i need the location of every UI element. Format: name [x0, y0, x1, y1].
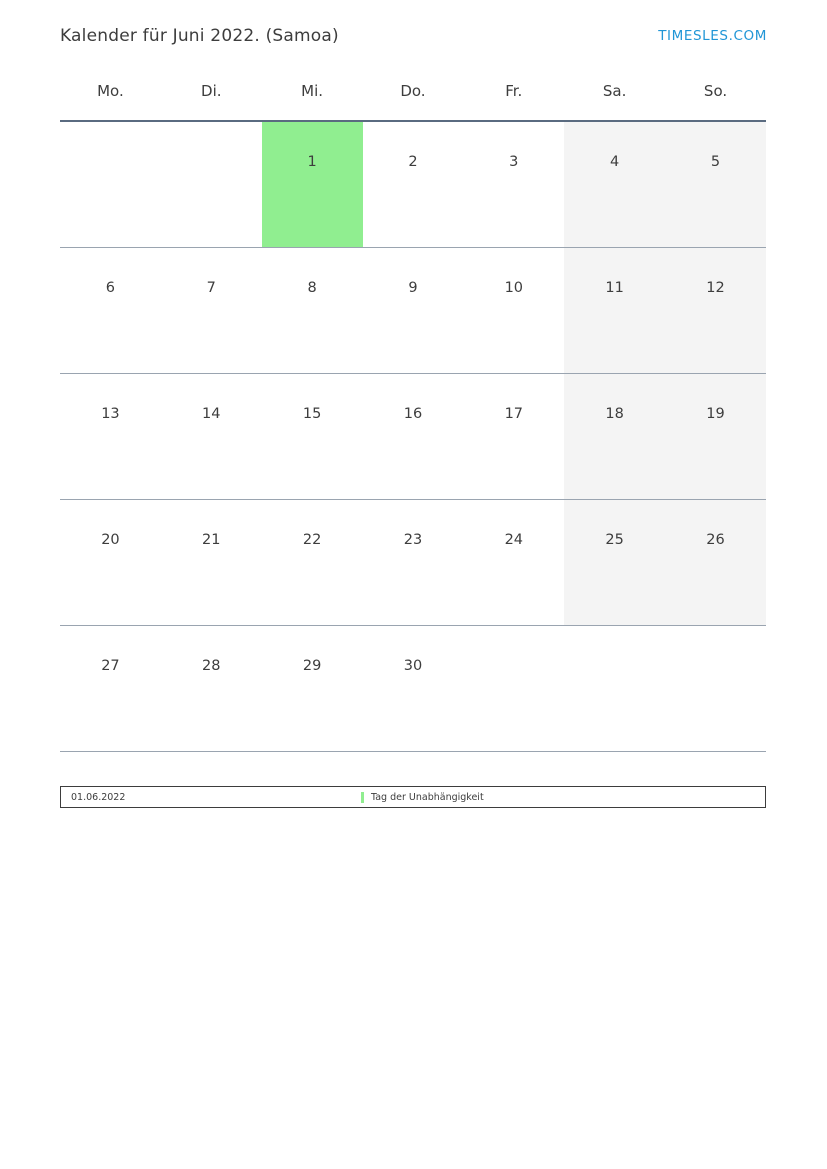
calendar-grid: [60, 82, 766, 752]
day-number: [564, 626, 665, 659]
day-cell-weekend[interactable]: [665, 248, 766, 374]
day-number: [463, 626, 564, 659]
day-number: 25: [605, 532, 624, 548]
holiday-legend: [60, 786, 766, 808]
day-number: [665, 626, 766, 659]
day-cell: [161, 121, 262, 248]
day-number: 18: [605, 406, 624, 422]
day-cell[interactable]: [60, 500, 161, 626]
weekday-header-mi: Mi.: [262, 82, 363, 121]
day-number: 9: [408, 280, 418, 296]
day-cell: [60, 121, 161, 248]
day-cell[interactable]: [363, 626, 464, 752]
day-cell[interactable]: [262, 374, 363, 500]
calendar-week-row: [60, 626, 766, 752]
day-cell[interactable]: [262, 248, 363, 374]
day-number: 16: [403, 406, 423, 422]
calendar-week-row: [60, 121, 766, 248]
day-cell[interactable]: [363, 500, 464, 626]
day-cell: [665, 626, 766, 752]
day-number: 29: [302, 658, 322, 674]
weekday-header-so: So.: [665, 82, 766, 121]
weekday-header-mo: Mo.: [60, 82, 161, 121]
day-number: 11: [605, 280, 624, 296]
day-cell-weekend[interactable]: [665, 121, 766, 248]
day-cell[interactable]: [161, 500, 262, 626]
day-number: 23: [403, 532, 423, 548]
day-cell-holiday[interactable]: [262, 121, 363, 248]
day-cell[interactable]: [60, 374, 161, 500]
day-cell-weekend[interactable]: [665, 500, 766, 626]
day-cell[interactable]: [60, 248, 161, 374]
day-cell[interactable]: [262, 626, 363, 752]
day-cell-weekend[interactable]: [564, 500, 665, 626]
day-number: 1: [307, 154, 317, 170]
legend-color-swatch-icon: [361, 792, 364, 803]
day-cell[interactable]: [463, 500, 564, 626]
day-number: 28: [202, 658, 221, 674]
day-cell-weekend[interactable]: [665, 374, 766, 500]
day-cell[interactable]: [161, 626, 262, 752]
day-cell[interactable]: [262, 500, 363, 626]
day-number: 2: [408, 154, 418, 170]
calendar-head: [60, 82, 766, 121]
page-title: Kalender für Juni 2022. (Samoa): [60, 26, 339, 46]
legend-holiday-name: Tag der Unabhängigkeit: [371, 791, 484, 803]
day-number: 10: [504, 280, 524, 296]
day-cell[interactable]: [463, 248, 564, 374]
day-number: 4: [610, 154, 620, 170]
day-number: 7: [206, 280, 216, 296]
day-cell-weekend[interactable]: [564, 374, 665, 500]
day-number: 21: [202, 532, 221, 548]
day-cell[interactable]: [463, 121, 564, 248]
legend-date: 01.06.2022: [71, 791, 126, 803]
day-number: [60, 122, 161, 155]
weekday-header-fr: Fr.: [463, 82, 564, 121]
day-number: 20: [101, 532, 120, 548]
day-number: 8: [307, 280, 317, 296]
site-brand-link[interactable]: TIMESLES.COM: [658, 28, 767, 44]
day-number: 14: [202, 406, 221, 422]
day-cell-weekend[interactable]: [564, 121, 665, 248]
day-cell[interactable]: [363, 248, 464, 374]
day-number: 6: [105, 280, 116, 296]
day-cell[interactable]: [363, 374, 464, 500]
day-cell: [564, 626, 665, 752]
day-number: 3: [509, 154, 519, 170]
day-cell[interactable]: [463, 374, 564, 500]
day-number: 30: [403, 658, 423, 674]
day-cell: [463, 626, 564, 752]
day-number: 19: [706, 406, 725, 422]
day-number: 27: [101, 658, 120, 674]
calendar-week-row: [60, 500, 766, 626]
calendar-week-row: [60, 374, 766, 500]
day-cell[interactable]: [60, 626, 161, 752]
weekday-header-di: Di.: [161, 82, 262, 121]
day-number: [161, 122, 262, 155]
day-number: 5: [710, 154, 721, 170]
day-number: 15: [302, 406, 322, 422]
weekday-header-row: [60, 82, 766, 121]
day-number: 24: [504, 532, 524, 548]
day-number: 13: [101, 406, 120, 422]
day-number: 22: [302, 532, 322, 548]
calendar-body: [60, 121, 766, 752]
weekday-header-sa: Sa.: [564, 82, 665, 121]
weekday-header-do: Do.: [363, 82, 464, 121]
legend-entry: [361, 792, 484, 803]
day-number: 26: [706, 532, 725, 548]
day-cell[interactable]: [161, 374, 262, 500]
calendar-table: [60, 82, 766, 752]
calendar-week-row: [60, 248, 766, 374]
day-number: 17: [504, 406, 524, 422]
page-header: [60, 20, 767, 52]
day-number: 12: [706, 280, 725, 296]
day-cell[interactable]: [363, 121, 464, 248]
day-cell-weekend[interactable]: [564, 248, 665, 374]
day-cell[interactable]: [161, 248, 262, 374]
